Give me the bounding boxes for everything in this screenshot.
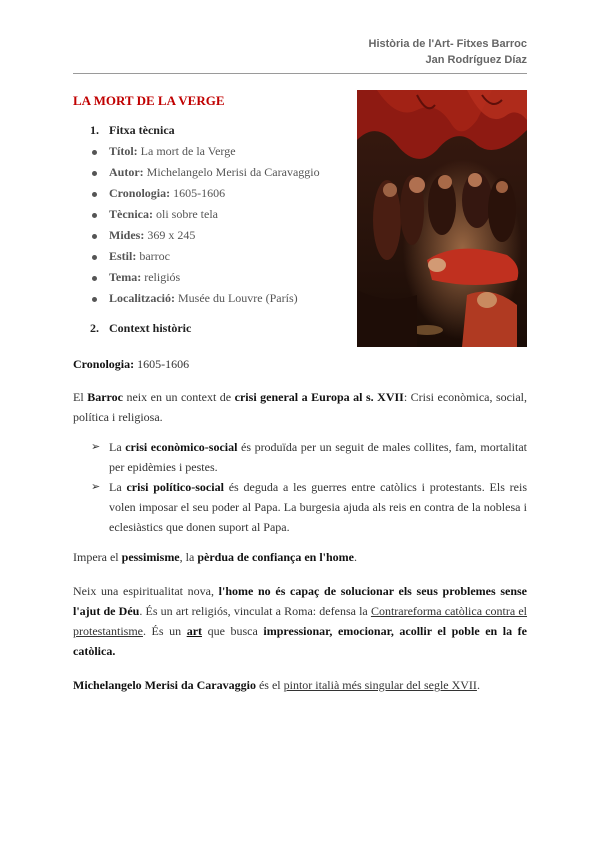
bullet-icon — [92, 213, 97, 218]
header-course: Història de l'Art- Fitxes Barroc — [368, 38, 527, 50]
paragraph: Impera el pessimisme, la pèrdua de confiança en l'home. — [73, 550, 357, 564]
field-value: religiós — [141, 270, 181, 284]
arrow-bullet-icon: ➢ — [91, 480, 101, 493]
technical-sheet — [73, 120, 353, 339]
field-value: Michelangelo Merisi da Caravaggio — [143, 165, 320, 179]
bullet-icon — [92, 150, 97, 155]
bullet-icon — [92, 171, 97, 176]
field-label: Autor: — [109, 165, 144, 179]
field-label: Tema: — [109, 270, 142, 284]
list-item: ➢ La crisi político-social és deguda a les guerres entre catòlics i protestants. Els reis volen imposar el seu poder al Papa. La burgesia ajuda als reis en contra de la noblesa i eclesiàstics que donen suport al Papa. — [73, 477, 527, 537]
list-item — [73, 288, 353, 309]
section-title: Context històric — [109, 321, 192, 335]
section-heading — [73, 120, 353, 141]
list-item — [73, 267, 353, 288]
list-item — [73, 225, 353, 246]
field-label: Estil: — [109, 249, 137, 263]
painting-death-of-the-virgin-icon — [357, 90, 527, 347]
list-item — [73, 183, 353, 204]
section-number: 2. — [90, 321, 99, 335]
bullet-icon — [92, 276, 97, 281]
bullet-icon — [92, 297, 97, 302]
field-label: Títol: — [109, 144, 138, 158]
field-value: 1605-1606 — [170, 186, 226, 200]
list-item — [73, 141, 353, 162]
header-divider — [73, 73, 527, 74]
section-number: 1. — [90, 123, 99, 137]
list-item — [73, 204, 353, 225]
document-body — [73, 354, 527, 695]
chronology-paragraph: Cronologia: 1605-1606 — [73, 357, 190, 371]
field-value: 369 x 245 — [144, 228, 196, 242]
field-value: La mort de la Verge — [137, 144, 236, 158]
list-item — [73, 162, 353, 183]
section-title: Fitxa tècnica — [109, 123, 175, 137]
field-label: Localització: — [109, 291, 175, 305]
document-title: LA MORT DE LA VERGE — [73, 93, 225, 108]
field-label: Cronologia: — [109, 186, 171, 200]
section-heading — [73, 318, 353, 339]
paragraph: Neix una espiritualitat nova, l'home no és capaç de solucionar els seus problemes sense l'ajut de Déu. És un art religiós, vinculat a Roma: defensa la Contrareforma catòlica contra el protestantisme. És un art que busca impressionar, emocionar, acollir el poble en la fe catòlica. — [73, 584, 528, 658]
field-value: barroc — [136, 249, 170, 263]
field-value: oli sobre tela — [153, 207, 218, 221]
list-item — [73, 246, 353, 267]
paragraph: Michelangelo Merisi da Caravaggio és el pintor italià més singular del segle XVII. — [73, 678, 480, 692]
painting-image — [357, 90, 527, 347]
list-item: ➢ La crisi econòmico-social és produïda per un seguit de males collites, fam, mortalitat per epidèmies i pestes. — [73, 437, 527, 477]
paragraph: El Barroc neix en un context de crisi general a Europa al s. XVII: Crisi econòmica, social, política i religiosa. — [73, 390, 527, 424]
field-label: Mides: — [109, 228, 145, 242]
bullet-icon — [92, 255, 97, 260]
bullet-icon — [92, 234, 97, 239]
arrow-list — [73, 437, 527, 537]
header-author: Jan Rodríguez Díaz — [425, 54, 527, 66]
arrow-bullet-icon: ➢ — [91, 440, 101, 453]
page-header — [369, 36, 528, 68]
field-value: Musée du Louvre (París) — [174, 291, 298, 305]
bullet-icon — [92, 192, 97, 197]
field-label: Tècnica: — [109, 207, 153, 221]
